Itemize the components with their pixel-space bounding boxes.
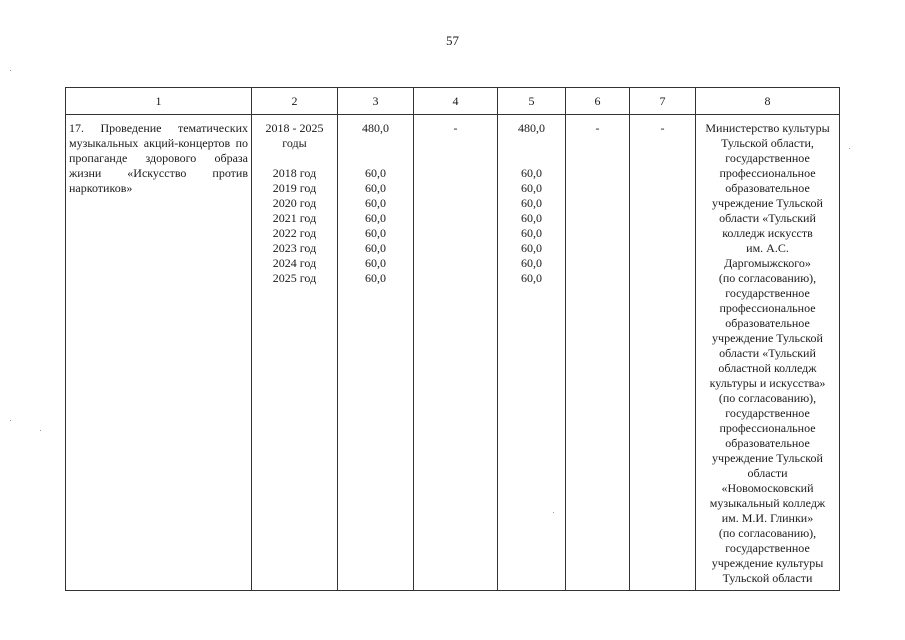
col6-value: - — [595, 121, 600, 135]
col5-value: 60,0 — [521, 211, 542, 225]
executor-line: учреждение культуры — [711, 556, 824, 570]
executor-line: учреждение Тульской — [712, 196, 823, 210]
executor-line: им. М.И. Глинки» — [721, 511, 814, 525]
scan-speck — [553, 512, 554, 513]
year-label: 2023 год — [272, 241, 317, 255]
column-header: 2 — [252, 88, 338, 115]
table-row — [66, 115, 840, 591]
col5-total: 480,0 — [518, 121, 545, 135]
col3-value: 60,0 — [365, 166, 386, 180]
header-row — [66, 88, 840, 115]
executor-line: области — [747, 466, 788, 480]
executor-line: Даргомыжского» — [724, 256, 811, 270]
executor-line: учреждение Тульской — [712, 451, 823, 465]
col7-cell — [630, 115, 696, 591]
column-header: 8 — [696, 88, 840, 115]
col3-value: 60,0 — [365, 256, 386, 270]
col3-value: 60,0 — [365, 211, 386, 225]
column-header: 5 — [498, 88, 566, 115]
program-table — [65, 87, 840, 591]
year-label: 2018 год — [272, 166, 317, 180]
column-header: 6 — [566, 88, 630, 115]
executor-line: (по согласованию), — [718, 271, 817, 285]
activity-cell: 17. Проведение тематических музыкальных акций-концертов по пропаганде здорового образа жизни «Искусство против наркотиков» — [66, 115, 252, 591]
executor-line: государственное — [725, 406, 810, 420]
year-label: 2020 год — [272, 196, 317, 210]
col3-value: 60,0 — [365, 181, 386, 195]
executor-line: Тульской области — [722, 571, 813, 585]
period-total-unit: годы — [282, 136, 307, 150]
executor-line: учреждение Тульской — [712, 331, 823, 345]
executor-line: Тульской области, — [721, 136, 814, 150]
col5-value: 60,0 — [521, 166, 542, 180]
executor-line: образовательное — [725, 316, 810, 330]
col5-value: 60,0 — [521, 196, 542, 210]
col3-value: 60,0 — [365, 271, 386, 285]
executor-line: колледж искусств — [722, 226, 813, 240]
executor-line: области «Тульский — [719, 346, 816, 360]
executor-line: им. А.С. — [746, 241, 789, 255]
scan-speck — [40, 430, 41, 431]
executors-cell — [696, 115, 840, 591]
col3-value: 60,0 — [365, 241, 386, 255]
year-label: 2025 год — [272, 271, 317, 285]
col5-cell — [498, 115, 566, 591]
period-cell — [252, 115, 338, 591]
column-header: 3 — [338, 88, 414, 115]
col4-value: - — [453, 121, 458, 135]
column-header: 1 — [66, 88, 252, 115]
scan-speck — [10, 70, 11, 71]
column-header: 4 — [414, 88, 498, 115]
executor-line: (по согласованию), — [718, 526, 817, 540]
executor-line: образовательное — [725, 436, 810, 450]
col5-value: 60,0 — [521, 181, 542, 195]
executor-line: (по согласованию), — [718, 391, 817, 405]
executor-line: области «Тульский — [719, 211, 816, 225]
executors-list — [698, 121, 837, 586]
col5-value: 60,0 — [521, 226, 542, 240]
year-label: 2021 год — [272, 211, 317, 225]
executor-line: государственное — [725, 286, 810, 300]
executor-line: профессиональное — [719, 421, 816, 435]
executor-line: профессиональное — [719, 301, 816, 315]
page-number: 57 — [446, 33, 459, 48]
col3-value: 60,0 — [365, 226, 386, 240]
col3-cell — [338, 115, 414, 591]
executor-line: государственное — [725, 151, 810, 165]
scan-speck — [849, 148, 850, 149]
scan-speck — [10, 420, 11, 421]
executor-line: культуры и искусства» — [709, 376, 826, 390]
col6-cell — [566, 115, 630, 591]
col5-value: 60,0 — [521, 241, 542, 255]
executor-line: «Новомосковский — [721, 481, 814, 495]
executor-line: музыкальный колледж — [709, 496, 826, 510]
executor-line: Министерство культуры — [705, 121, 830, 135]
year-label: 2022 год — [272, 226, 317, 240]
period-total: 2018 - 2025 — [265, 121, 324, 135]
col3-total: 480,0 — [362, 121, 389, 135]
col5-value: 60,0 — [521, 256, 542, 270]
col3-value: 60,0 — [365, 196, 386, 210]
executor-line: областной колледж — [718, 361, 817, 375]
col7-value: - — [660, 121, 665, 135]
col5-value: 60,0 — [521, 271, 542, 285]
col4-cell — [414, 115, 498, 591]
year-label: 2019 год — [272, 181, 317, 195]
executor-line: профессиональное — [719, 166, 816, 180]
year-label: 2024 год — [272, 256, 317, 270]
column-header: 7 — [630, 88, 696, 115]
executor-line: государственное — [725, 541, 810, 555]
executor-line: образовательное — [725, 181, 810, 195]
